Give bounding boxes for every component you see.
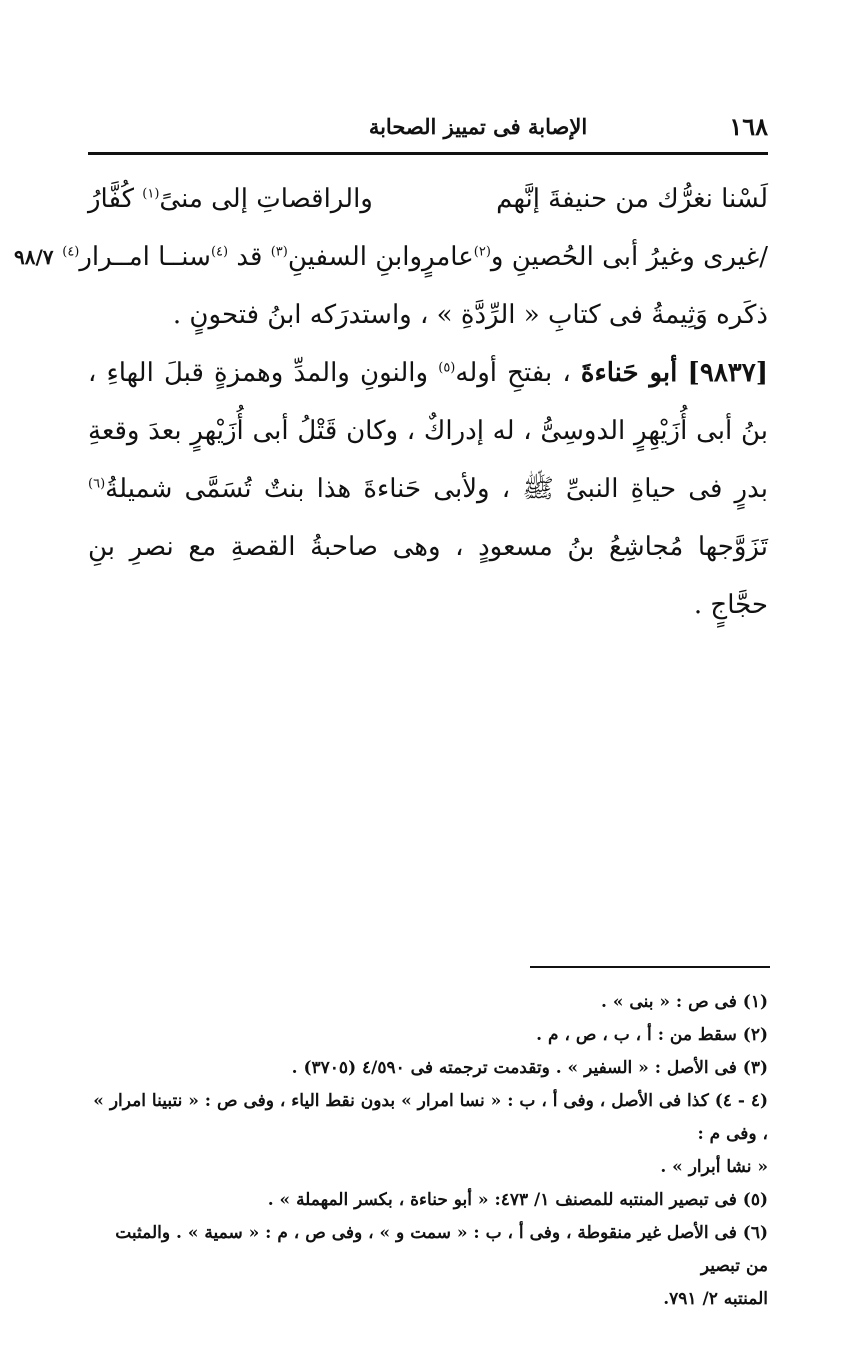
verse-2-text-a: /غيرى وغيرُ أبى الحُصينِ و: [490, 242, 768, 272]
verse-2-text-b: عامرٍ: [422, 242, 474, 272]
verse-1-second-hemistich: [88, 170, 373, 228]
footnote-ref-3[interactable]: (٣): [270, 244, 288, 260]
paragraph-attribution: ذكَره وَثِيمةُ فى كتابِ « الرِّدَّةِ » ، واستدرَكه ابنُ فتحونٍ .: [172, 300, 768, 330]
verse-2-second-hemistich: [62, 228, 422, 286]
footnote-ref-4-open[interactable]: (٤): [210, 244, 229, 260]
entry-text-c: تَزَوَّجها مُجاشِعُ بنُ مسعودٍ ، وهى صاحبةُ القصةِ مع نصرِ بنِ حجَّاجٍ .: [88, 532, 768, 620]
footnote-4: (٤ - ٤) كذا فى الأصل ، وفى أ ، ب : « نسا امرار » بدون نقط الياء ، وفى ص : « نتبينا امرار » ، وفى م :: [93, 1091, 768, 1144]
footnote-ref-1[interactable]: (١): [142, 186, 160, 202]
verse-2-text-d: قد: [236, 242, 263, 272]
footnote-1: (١) فى ص : « بنى » .: [601, 992, 768, 1012]
page-number: ١٦٨: [729, 112, 768, 141]
footnote-ref-6[interactable]: (٦): [88, 476, 106, 492]
paragraph-entry-9837: [88, 344, 768, 634]
running-title: الإصابة فى تمييز الصحابة: [368, 114, 588, 139]
verse-2: [62, 228, 768, 286]
page-header: [88, 110, 768, 150]
header-rule: [88, 152, 768, 155]
verse-1-text-a: والراقصاتِ إلى منىً: [159, 184, 373, 214]
verse-1-text-b: كُفَّارُ: [88, 184, 135, 214]
verse-2-text-e: سنــا امــرار: [79, 242, 211, 272]
verse-1-first-hemistich: لَسْنا نغرُّك من حنيفةَ إنَّهم: [496, 184, 768, 214]
entry-name: أبو حَناءةَ: [580, 358, 678, 388]
footnote-2: (٢) سقط من : أ ، ب ، ص ، م .: [536, 1025, 768, 1045]
entry-text-b: والنونِ والمدِّ وهمزةٍ قبلَ الهاءِ ، بنُ أبى أُزَيْهِرٍ الدوسِىُّ ، له إدراكٌ ، وكان قَتْلُ أبى أُزَيْهرٍ بعدَ وقعةِ بدرٍ فى حياةِ النبىِّ ﷺ ، ولأبى حَناءةَ هذا بنتٌ تُسَمَّى شميلةُ: [88, 358, 768, 504]
margin-reference: ٩٨/٧: [14, 245, 54, 269]
footnote-4-continuation: « نشا أبرار » .: [660, 1157, 768, 1177]
footnote-separator: [530, 966, 770, 968]
verse-2-first-hemistich: [422, 228, 768, 286]
footnote-3: (٣) فى الأصل : « السفير » . وتقدمت ترجمته فى ٤/٥٩٠ (٣٧٠٥) .: [291, 1058, 768, 1078]
verse-1: [88, 170, 768, 228]
footnote-6: (٦) فى الأصل غير منقوطة ، وفى أ ، ب : « سمت و » ، وفى ص ، م : « سمية » . والمثبت من تبصير: [115, 1223, 768, 1276]
footnote-ref-4-close[interactable]: (٤): [62, 244, 80, 260]
footnote-6-continuation: المنتبه ٢/ ٧٩١.: [663, 1289, 768, 1309]
entry-text-a: ، بفتحِ أوله: [455, 358, 571, 388]
footnote-ref-2[interactable]: (٢): [473, 244, 491, 260]
footnote-5: (٥) فى تبصير المنتبه للمصنف ١/ ٤٧٣: « أبو حناءة ، بكسر المهملة » .: [267, 1190, 768, 1210]
verse-2-text-c: وابنِ السفينِ: [287, 242, 423, 272]
poem: [14, 170, 768, 286]
footnotes: [88, 986, 768, 1316]
main-text: [14, 170, 769, 634]
footnote-ref-5[interactable]: (٥): [438, 360, 456, 376]
entry-number: [٩٨٣٧]: [687, 358, 769, 388]
